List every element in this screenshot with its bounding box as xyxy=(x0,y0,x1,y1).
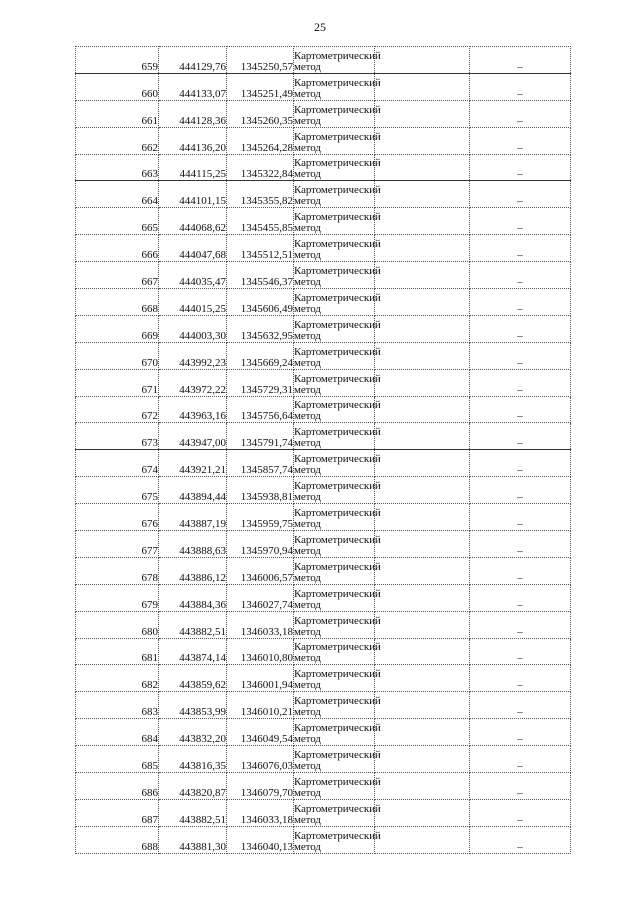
method-cell: Картометрический метод xyxy=(294,746,375,773)
point-number-cell: 667 xyxy=(76,262,159,289)
empty-cell xyxy=(375,450,470,477)
point-number-cell: 679 xyxy=(76,584,159,611)
mark-cell: – xyxy=(470,531,571,558)
y-coordinate-cell: 1345959,75 xyxy=(227,504,294,531)
x-coordinate-cell: 443963,16 xyxy=(159,396,227,423)
point-number-cell: 663 xyxy=(76,154,159,181)
table-row xyxy=(76,746,571,773)
mark-cell: – xyxy=(470,557,571,584)
mark-cell: – xyxy=(470,235,571,262)
empty-cell xyxy=(375,181,470,208)
empty-cell xyxy=(375,289,470,316)
empty-cell xyxy=(375,396,470,423)
point-number-cell: 677 xyxy=(76,531,159,558)
table-row xyxy=(76,208,571,235)
mark-cell: – xyxy=(470,154,571,181)
point-number-cell: 675 xyxy=(76,477,159,504)
method-cell: Картометрический метод xyxy=(294,127,375,154)
table-row xyxy=(76,235,571,262)
mark-cell: – xyxy=(470,100,571,127)
empty-cell xyxy=(375,826,470,853)
empty-cell xyxy=(375,342,470,369)
method-cell: Картометрический метод xyxy=(294,584,375,611)
table-row xyxy=(76,396,571,423)
x-coordinate-cell: 443816,35 xyxy=(159,746,227,773)
method-cell: Картометрический метод xyxy=(294,504,375,531)
method-cell: Картометрический метод xyxy=(294,692,375,719)
empty-cell xyxy=(375,611,470,638)
x-coordinate-cell: 444015,25 xyxy=(159,289,227,316)
method-cell: Картометрический метод xyxy=(294,235,375,262)
table-row xyxy=(76,423,571,450)
x-coordinate-cell: 443884,36 xyxy=(159,584,227,611)
x-coordinate-cell: 444115,25 xyxy=(159,154,227,181)
x-coordinate-cell: 443882,51 xyxy=(159,611,227,638)
table-row xyxy=(76,289,571,316)
method-cell: Картометрический метод xyxy=(294,557,375,584)
point-number-cell: 664 xyxy=(76,181,159,208)
point-number-cell: 685 xyxy=(76,746,159,773)
x-coordinate-cell: 443992,23 xyxy=(159,342,227,369)
mark-cell: – xyxy=(470,73,571,100)
point-number-cell: 688 xyxy=(76,826,159,853)
mark-cell: – xyxy=(470,127,571,154)
table-row xyxy=(76,638,571,665)
x-coordinate-cell: 443972,22 xyxy=(159,369,227,396)
point-number-cell: 687 xyxy=(76,799,159,826)
empty-cell xyxy=(375,423,470,450)
x-coordinate-cell: 443888,63 xyxy=(159,531,227,558)
table-row xyxy=(76,477,571,504)
empty-cell xyxy=(375,504,470,531)
y-coordinate-cell: 1346076,03 xyxy=(227,746,294,773)
point-number-cell: 682 xyxy=(76,665,159,692)
table-row xyxy=(76,692,571,719)
y-coordinate-cell: 1346001,94 xyxy=(227,665,294,692)
empty-cell xyxy=(375,477,470,504)
point-number-cell: 674 xyxy=(76,450,159,477)
table-row xyxy=(76,773,571,800)
y-coordinate-cell: 1345970,94 xyxy=(227,531,294,558)
method-cell: Картометрический метод xyxy=(294,262,375,289)
y-coordinate-cell: 1345546,37 xyxy=(227,262,294,289)
mark-cell: – xyxy=(470,396,571,423)
method-cell: Картометрический метод xyxy=(294,208,375,235)
y-coordinate-cell: 1345455,85 xyxy=(227,208,294,235)
x-coordinate-cell: 444128,36 xyxy=(159,100,227,127)
method-cell: Картометрический метод xyxy=(294,477,375,504)
table-row xyxy=(76,799,571,826)
x-coordinate-cell: 443820,87 xyxy=(159,773,227,800)
empty-cell xyxy=(375,692,470,719)
mark-cell: – xyxy=(470,826,571,853)
x-coordinate-cell: 443881,30 xyxy=(159,826,227,853)
x-coordinate-cell: 443921,21 xyxy=(159,450,227,477)
point-number-cell: 660 xyxy=(76,73,159,100)
point-number-cell: 666 xyxy=(76,235,159,262)
mark-cell: – xyxy=(470,799,571,826)
mark-cell: – xyxy=(470,423,571,450)
x-coordinate-cell: 443894,44 xyxy=(159,477,227,504)
table-row xyxy=(76,127,571,154)
y-coordinate-cell: 1346079,70 xyxy=(227,773,294,800)
empty-cell xyxy=(375,369,470,396)
table-row xyxy=(76,531,571,558)
x-coordinate-cell: 444035,47 xyxy=(159,262,227,289)
empty-cell xyxy=(375,746,470,773)
empty-cell xyxy=(375,262,470,289)
method-cell: Картометрический метод xyxy=(294,369,375,396)
table-row xyxy=(76,181,571,208)
x-coordinate-cell: 444101,15 xyxy=(159,181,227,208)
x-coordinate-cell: 444047,68 xyxy=(159,235,227,262)
table-row xyxy=(76,262,571,289)
method-cell: Картометрический метод xyxy=(294,638,375,665)
table-row xyxy=(76,584,571,611)
table-row xyxy=(76,369,571,396)
method-cell: Картометрический метод xyxy=(294,342,375,369)
table-row xyxy=(76,100,571,127)
method-cell: Картометрический метод xyxy=(294,423,375,450)
y-coordinate-cell: 1345606,49 xyxy=(227,289,294,316)
y-coordinate-cell: 1345250,57 xyxy=(227,47,294,74)
y-coordinate-cell: 1345322,84 xyxy=(227,154,294,181)
mark-cell: – xyxy=(470,773,571,800)
method-cell: Картометрический метод xyxy=(294,665,375,692)
mark-cell: – xyxy=(470,450,571,477)
table-row xyxy=(76,315,571,342)
point-number-cell: 683 xyxy=(76,692,159,719)
mark-cell: – xyxy=(470,477,571,504)
point-number-cell: 676 xyxy=(76,504,159,531)
mark-cell: – xyxy=(470,342,571,369)
table-row xyxy=(76,154,571,181)
x-coordinate-cell: 443832,20 xyxy=(159,719,227,746)
page-number: 25 xyxy=(314,20,326,34)
x-coordinate-cell: 444003,30 xyxy=(159,315,227,342)
method-cell: Картометрический метод xyxy=(294,289,375,316)
y-coordinate-cell: 1345632,95 xyxy=(227,315,294,342)
x-coordinate-cell: 443853,99 xyxy=(159,692,227,719)
empty-cell xyxy=(375,584,470,611)
point-number-cell: 680 xyxy=(76,611,159,638)
mark-cell: – xyxy=(470,315,571,342)
table-row xyxy=(76,557,571,584)
mark-cell: – xyxy=(470,181,571,208)
mark-cell: – xyxy=(470,289,571,316)
table-row xyxy=(76,73,571,100)
y-coordinate-cell: 1346010,21 xyxy=(227,692,294,719)
point-number-cell: 686 xyxy=(76,773,159,800)
point-number-cell: 661 xyxy=(76,100,159,127)
x-coordinate-cell: 443874,14 xyxy=(159,638,227,665)
table-row xyxy=(76,719,571,746)
y-coordinate-cell: 1346010,80 xyxy=(227,638,294,665)
empty-cell xyxy=(375,154,470,181)
empty-cell xyxy=(375,127,470,154)
mark-cell: – xyxy=(470,262,571,289)
y-coordinate-cell: 1345729,31 xyxy=(227,369,294,396)
mark-cell: – xyxy=(470,638,571,665)
coordinates-table xyxy=(75,46,571,854)
point-number-cell: 668 xyxy=(76,289,159,316)
x-coordinate-cell: 444133,07 xyxy=(159,73,227,100)
y-coordinate-cell: 1346040,13 xyxy=(227,826,294,853)
y-coordinate-cell: 1345756,64 xyxy=(227,396,294,423)
y-coordinate-cell: 1346033,18 xyxy=(227,799,294,826)
method-cell: Картометрический метод xyxy=(294,531,375,558)
x-coordinate-cell: 443882,51 xyxy=(159,799,227,826)
y-coordinate-cell: 1345791,74 xyxy=(227,423,294,450)
x-coordinate-cell: 444129,76 xyxy=(159,47,227,74)
empty-cell xyxy=(375,531,470,558)
method-cell: Картометрический метод xyxy=(294,396,375,423)
mark-cell: – xyxy=(470,504,571,531)
y-coordinate-cell: 1345264,28 xyxy=(227,127,294,154)
point-number-cell: 665 xyxy=(76,208,159,235)
mark-cell: – xyxy=(470,746,571,773)
mark-cell: – xyxy=(470,611,571,638)
point-number-cell: 671 xyxy=(76,369,159,396)
point-number-cell: 681 xyxy=(76,638,159,665)
mark-cell: – xyxy=(470,665,571,692)
empty-cell xyxy=(375,557,470,584)
empty-cell xyxy=(375,638,470,665)
point-number-cell: 670 xyxy=(76,342,159,369)
point-number-cell: 678 xyxy=(76,557,159,584)
y-coordinate-cell: 1346006,57 xyxy=(227,557,294,584)
table-row xyxy=(76,826,571,853)
y-coordinate-cell: 1345938,81 xyxy=(227,477,294,504)
empty-cell xyxy=(375,719,470,746)
method-cell: Картометрический метод xyxy=(294,799,375,826)
method-cell: Картометрический метод xyxy=(294,611,375,638)
x-coordinate-cell: 443886,12 xyxy=(159,557,227,584)
method-cell: Картометрический метод xyxy=(294,154,375,181)
method-cell: Картометрический метод xyxy=(294,826,375,853)
empty-cell xyxy=(375,73,470,100)
point-number-cell: 669 xyxy=(76,315,159,342)
mark-cell: – xyxy=(470,369,571,396)
mark-cell: – xyxy=(470,47,571,74)
table-row xyxy=(76,342,571,369)
y-coordinate-cell: 1346033,18 xyxy=(227,611,294,638)
x-coordinate-cell: 443887,19 xyxy=(159,504,227,531)
point-number-cell: 673 xyxy=(76,423,159,450)
empty-cell xyxy=(375,235,470,262)
method-cell: Картометрический метод xyxy=(294,773,375,800)
empty-cell xyxy=(375,773,470,800)
method-cell: Картометрический метод xyxy=(294,181,375,208)
table-row xyxy=(76,611,571,638)
point-number-cell: 672 xyxy=(76,396,159,423)
empty-cell xyxy=(375,208,470,235)
method-cell: Картометрический метод xyxy=(294,100,375,127)
y-coordinate-cell: 1345251,49 xyxy=(227,73,294,100)
empty-cell xyxy=(375,47,470,74)
coordinates-table-body xyxy=(76,47,571,854)
mark-cell: – xyxy=(470,208,571,235)
method-cell: Картометрический метод xyxy=(294,47,375,74)
empty-cell xyxy=(375,100,470,127)
empty-cell xyxy=(375,315,470,342)
point-number-cell: 684 xyxy=(76,719,159,746)
y-coordinate-cell: 1345355,82 xyxy=(227,181,294,208)
point-number-cell: 662 xyxy=(76,127,159,154)
method-cell: Картометрический метод xyxy=(294,719,375,746)
x-coordinate-cell: 443859,62 xyxy=(159,665,227,692)
empty-cell xyxy=(375,665,470,692)
table-row xyxy=(76,504,571,531)
y-coordinate-cell: 1345857,74 xyxy=(227,450,294,477)
empty-cell xyxy=(375,799,470,826)
table-row xyxy=(76,47,571,74)
y-coordinate-cell: 1345669,24 xyxy=(227,342,294,369)
table-row xyxy=(76,450,571,477)
y-coordinate-cell: 1346049,54 xyxy=(227,719,294,746)
method-cell: Картометрический метод xyxy=(294,73,375,100)
mark-cell: – xyxy=(470,692,571,719)
mark-cell: – xyxy=(470,584,571,611)
mark-cell: – xyxy=(470,719,571,746)
y-coordinate-cell: 1345512,51 xyxy=(227,235,294,262)
point-number-cell: 659 xyxy=(76,47,159,74)
y-coordinate-cell: 1345260,35 xyxy=(227,100,294,127)
method-cell: Картометрический метод xyxy=(294,315,375,342)
x-coordinate-cell: 444068,62 xyxy=(159,208,227,235)
x-coordinate-cell: 444136,20 xyxy=(159,127,227,154)
x-coordinate-cell: 443947,00 xyxy=(159,423,227,450)
table-row xyxy=(76,665,571,692)
y-coordinate-cell: 1346027,74 xyxy=(227,584,294,611)
method-cell: Картометрический метод xyxy=(294,450,375,477)
